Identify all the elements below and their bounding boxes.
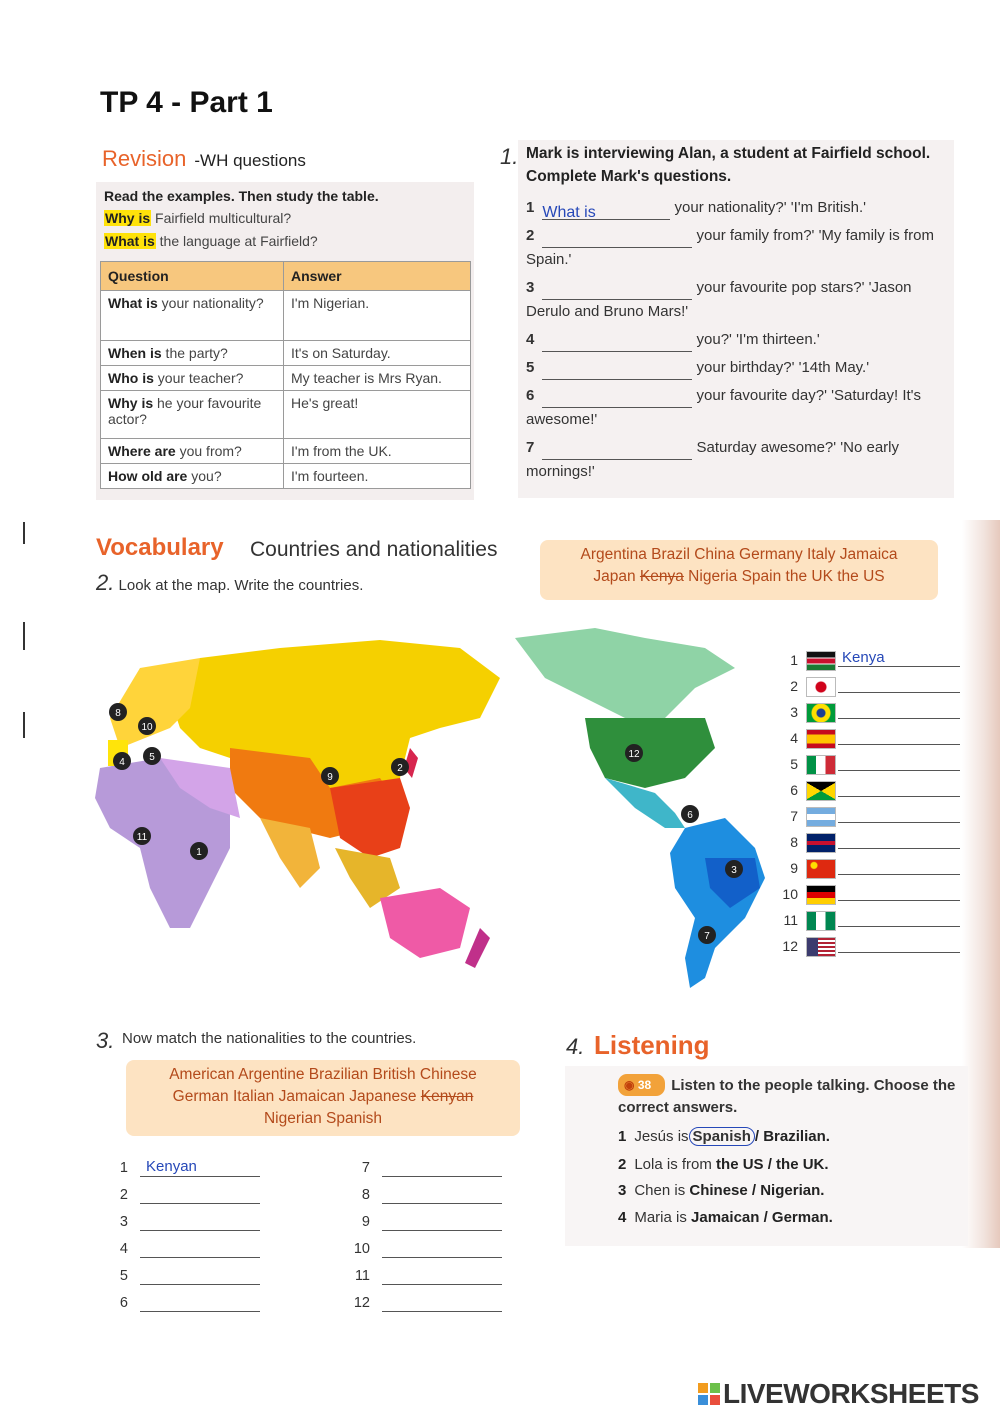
ex1-item: 3 your favourite pop stars?' 'Jason Derulo and Bruno Mars!' [526, 279, 912, 320]
match-row: 8 [350, 1187, 370, 1211]
marker-label: 5 [149, 752, 155, 763]
table-cell-question: When is the party? [101, 341, 284, 366]
table-cell-answer: I'm fourteen. [284, 464, 471, 489]
example-text: Fairfield multicultural? [151, 210, 292, 226]
jamaica-flag-icon [806, 781, 836, 801]
marker-label: 11 [136, 832, 148, 843]
germany-flag-icon [806, 885, 836, 905]
table-cell-answer: It's on Saturday. [284, 341, 471, 366]
answer-blank[interactable]: What is [542, 201, 670, 220]
new-zealand-region [465, 928, 490, 968]
australia-region [380, 888, 470, 958]
answer-line[interactable] [382, 1230, 502, 1231]
wh-questions-table [100, 261, 471, 489]
listening-instruction: ◉ 38 Listen to the people talking. Choose the correct answers. [618, 1074, 978, 1119]
table-row [101, 439, 471, 464]
flag-row: 4 [778, 726, 962, 752]
world-map-west [505, 628, 775, 998]
usa-region [585, 718, 715, 788]
answer-line[interactable] [140, 1284, 260, 1285]
china-flag-icon [806, 859, 836, 879]
ex1-item: 7 Saturday awesome?' 'No early mornings!' [526, 439, 900, 480]
margin-mark [23, 522, 25, 544]
uk-flag-icon [806, 833, 836, 853]
marker-label: 7 [704, 931, 710, 942]
flag-row: 7 [778, 804, 962, 830]
canada-region [515, 628, 735, 718]
answer-line[interactable] [838, 796, 960, 797]
answer-line[interactable] [838, 952, 960, 953]
table-header: Question [101, 262, 284, 291]
nigeria-flag-icon [806, 911, 836, 931]
flag-row: 6 [778, 778, 962, 804]
listening-question: 4 Maria is Jamaican / German. [618, 1209, 833, 1226]
vocabulary-subheading: Countries and nationalities [250, 538, 498, 561]
word-box-line: Argentina Brazil China Germany Italy Jamaica [580, 546, 898, 563]
answer-line[interactable] [838, 744, 960, 745]
revision-title: Revision [102, 146, 187, 171]
usa-flag-icon [806, 937, 836, 957]
revision-instruction: Read the examples. Then study the table. [104, 188, 379, 204]
ex1-item: 2 your family from?' 'My family is from Spain.' [526, 227, 934, 268]
answer-line[interactable] [382, 1284, 502, 1285]
example-text: the language at Fairfield? [155, 233, 318, 249]
japan-flag-icon [806, 677, 836, 697]
word-box-line: Nigerian Spanish [263, 1110, 383, 1127]
match-row: 5 [108, 1268, 128, 1292]
ex1-item: 1 What is your nationality?' 'I'm British.' [526, 199, 867, 221]
answer-line[interactable] [140, 1176, 260, 1177]
table-cell-question: How old are you? [101, 464, 284, 489]
answer-line[interactable] [382, 1311, 502, 1312]
exercise-4-number: 4. [566, 1034, 585, 1059]
table-cell-question: Who is your teacher? [101, 366, 284, 391]
answer-blank[interactable] [542, 441, 692, 460]
flag-row: 9 [778, 856, 962, 882]
spain-flag-icon [806, 729, 836, 749]
answer-blank[interactable] [542, 389, 692, 408]
exercise-1-title: Mark is interviewing Alan, a student at Fairfield school. Complete Mark's questions. [526, 145, 931, 185]
answer-blank[interactable] [542, 333, 692, 352]
revision-example-2 [104, 233, 318, 249]
exercise-2-instruction [96, 570, 363, 596]
italy-flag-icon [806, 755, 836, 775]
options[interactable]: the US / the UK. [716, 1156, 829, 1173]
answer-line[interactable] [382, 1257, 502, 1258]
flag-row: 12 [778, 934, 962, 960]
marker-label: 2 [397, 763, 403, 774]
marker-label: 4 [119, 757, 125, 768]
word-box-line: Japan Kenya Nigeria Spain the UK the US [593, 568, 885, 585]
exercise-3-number: 3. [96, 1028, 115, 1053]
answer-line[interactable] [838, 718, 960, 719]
ex1-item: 4 you?' 'I'm thirteen.' [526, 328, 940, 352]
revision-example-1 [104, 210, 291, 226]
marker-label: 3 [731, 865, 737, 876]
table-cell-answer: I'm from the UK. [284, 439, 471, 464]
nationalities-word-box [126, 1060, 520, 1136]
options[interactable]: Chinese / Nigerian. [689, 1182, 825, 1199]
match-row: 10 [350, 1241, 370, 1265]
table-header: Answer [284, 262, 471, 291]
revision-heading [102, 146, 306, 172]
table-cell-answer: My teacher is Mrs Ryan. [284, 366, 471, 391]
listening-question: 1 Jesús is Spanish / Brazilian. [618, 1128, 830, 1145]
ex1-item: 5 your birthday?' '14th May.' [526, 356, 940, 380]
answer-blank[interactable] [542, 281, 692, 300]
answer-line[interactable] [838, 692, 960, 693]
options[interactable]: Jamaican / German. [691, 1209, 833, 1226]
answer-line[interactable] [382, 1176, 502, 1177]
exercise-3-instruction: Now match the nationalities to the countries. [122, 1030, 417, 1047]
speaker-icon: ◉ [624, 1078, 635, 1092]
answer-line[interactable] [382, 1203, 502, 1204]
match-row: 12 [350, 1295, 370, 1319]
match-row: 11 [350, 1268, 370, 1292]
listening-heading: Listening [594, 1030, 710, 1060]
liveworksheets-icon [698, 1383, 720, 1405]
world-map-east [80, 628, 500, 988]
marker-label: 8 [115, 708, 121, 719]
table-row [101, 291, 471, 341]
marker-label: 10 [141, 722, 153, 733]
option[interactable]: / Brazilian. [754, 1128, 830, 1145]
match-row: 2 [108, 1187, 128, 1211]
marker-label: 6 [687, 810, 693, 821]
liveworksheets-logo[interactable]: LIVEWORKSHEETS [698, 1378, 979, 1410]
audio-track-button[interactable]: ◉ 38 [618, 1074, 665, 1096]
china-region [330, 778, 410, 858]
example-highlight: Why is [105, 210, 151, 226]
listening-question: 3 Chen is Chinese / Nigerian. [618, 1182, 825, 1199]
brazil-flag-icon [806, 703, 836, 723]
answer-blank[interactable] [542, 229, 692, 248]
table-cell-question: What is your nationality? [101, 291, 284, 341]
table-cell-answer: He's great! [284, 391, 471, 439]
answer-line[interactable] [838, 822, 960, 823]
flag-row: 5 [778, 752, 962, 778]
flag-row: 1 Kenya [778, 648, 962, 674]
margin-mark [23, 622, 25, 650]
match-row: 7 [350, 1160, 370, 1184]
answer-line[interactable] [838, 874, 960, 875]
flag-row: 8 [778, 830, 962, 856]
flag-row: 3 [778, 700, 962, 726]
answer-blank[interactable] [542, 361, 692, 380]
kenya-flag-icon [806, 651, 836, 671]
answer-line[interactable] [140, 1311, 260, 1312]
answer-line[interactable] [838, 926, 960, 927]
argentina-flag-icon [806, 807, 836, 827]
selected-option[interactable]: Spanish [689, 1127, 755, 1146]
table-cell-question: Where are you from? [101, 439, 284, 464]
match-row: 6 [108, 1295, 128, 1319]
listening-question: 2 Lola is from the US / the UK. [618, 1156, 829, 1173]
match-row: 3 [108, 1214, 128, 1238]
answer-line[interactable] [838, 666, 960, 667]
instruction-text: Look at the map. Write the countries. [118, 577, 364, 594]
match-row: 9 [350, 1214, 370, 1238]
answer-line[interactable] [140, 1203, 260, 1204]
word-box-line: German Italian Jamaican Japanese Kenyan [172, 1088, 474, 1105]
exercise-1-number: 1. [500, 144, 519, 169]
table-header-row [101, 262, 471, 291]
marker-label: 9 [327, 772, 333, 783]
table-row [101, 341, 471, 366]
marker-label: 1 [196, 847, 202, 858]
match-row: 4 [108, 1241, 128, 1265]
table-cell-answer: I'm Nigerian. [284, 291, 471, 341]
answer-line[interactable] [838, 900, 960, 901]
exercise-2-number: 2. [96, 570, 115, 595]
answer-line[interactable] [140, 1257, 260, 1258]
margin-mark [23, 712, 25, 738]
countries-word-box [540, 540, 938, 600]
flag-row: 10 [778, 882, 962, 908]
ex1-item: 6 your favourite day?' 'Saturday! It's awesome!' [526, 387, 922, 428]
south-america-region [670, 818, 765, 988]
vocabulary-heading: Vocabulary [96, 534, 224, 561]
answer-line[interactable] [838, 770, 960, 771]
table-row [101, 391, 471, 439]
answer-line[interactable] [838, 848, 960, 849]
table-row [101, 366, 471, 391]
match-row: 1 Kenyan [108, 1160, 128, 1184]
answer-line[interactable] [140, 1230, 260, 1231]
page-title: TP 4 - Part 1 [100, 86, 273, 119]
flag-row: 11 [778, 908, 962, 934]
flag-row: 2 [778, 674, 962, 700]
table-cell-question: Why is he your favourite actor? [101, 391, 284, 439]
revision-subtitle: -WH questions [194, 151, 306, 170]
table-row [101, 464, 471, 489]
example-highlight: What is [105, 233, 155, 249]
marker-label: 12 [628, 749, 640, 760]
word-box-line: American Argentine Brazilian British Chinese [169, 1066, 477, 1083]
